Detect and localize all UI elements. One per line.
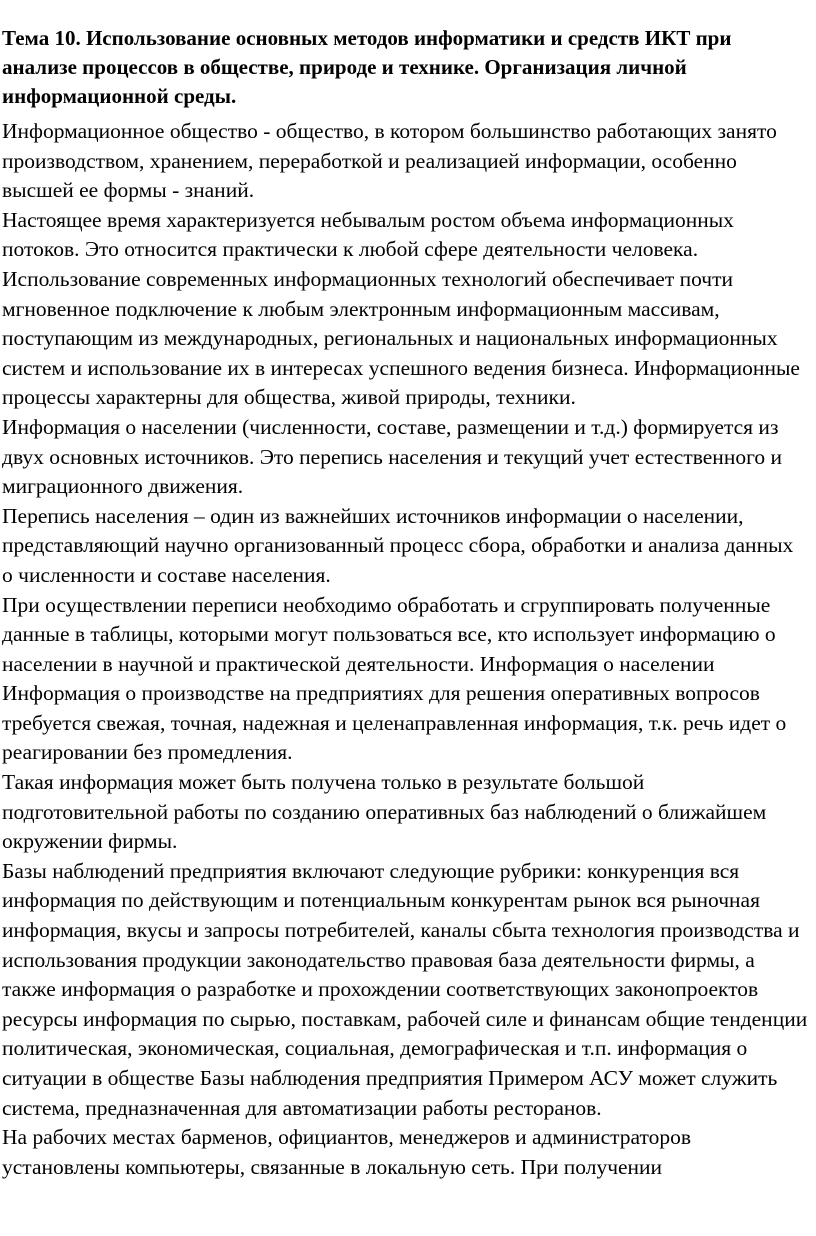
paragraph-operational-bases: Такая информация может быть получена только в результате большой подготовительной работы по созданию оперативных баз наблюдений о ближайшем окружении фирмы.	[2, 770, 767, 854]
paragraph-modern-technologies: Использование современных информационных технологий обеспечивает почти мгновенное подключение к любым электронным информационным массивам, поступающим из международных, региональных и национальных информационных систем и использование их в интересах успешного ведения бизнеса. Информационные процессы характерны для общества, живой природы, техники.	[2, 266, 800, 410]
paragraph-census-processing: При осуществлении переписи необходимо обработать и сгруппировать полученные данные в таблицы, которыми могут пользоваться все, кто использует информацию о населении в научной и практической деятельности. Информация о населении Информация о производстве на предприятиях для решения оперативных вопросов требуется свежая, точная, надежная и целенаправленная информация, т.к. речь идет о реагировании без промедления.	[2, 592, 787, 765]
paragraph-workstations: На рабочих местах барменов, официантов, менеджеров и администраторов установлены компьютеры, связанные в локальную сеть. При получении	[2, 1125, 692, 1179]
document-title: Тема 10. Использование основных методов информатики и средств ИКТ при анализе процессов в обществе, природе и технике. Организация личной информационной среды.	[2, 26, 732, 108]
paragraph-population-info: Информация о населении (численности, составе, размещении и т.д.) формируется из двух основных источников. Это перепись населения и текущий учет естественного и миграционного движения.	[2, 414, 782, 499]
document-body	[2, 117, 808, 1182]
paragraph-information-flows: Настоящее время характеризуется небывалым ростом объема информационных потоков. Это относится практически к любой сфере деятельности человека.	[2, 207, 734, 262]
paragraph-observation-bases: Базы наблюдений предприятия включают следующие рубрики: конкуренция вся информация по действующим и потенциальным конкурентам рынок вся рыночная информация, вкусы и запросы потребителей, каналы сбыта технология производства и использования продукции законодательство правовая база деятельности фирмы, а также информация о разработке и прохождении соответствующих законопроектов ресурсы информация по сырью, поставкам, рабочей силе и финансам общие тенденции политическая, экономическая, социальная, демографическая и т.п. информация о ситуации в обществе Базы наблюдения предприятия Примером АСУ может служить система, предназначенная для автоматизации работы ресторанов.	[2, 858, 808, 1120]
paragraph-information-society: Информационное общество - общество, в котором большинство работающих занято производством, хранением, переработкой и реализацией информации, особенно высшей ее формы - знаний.	[2, 119, 777, 203]
paragraph-census: Перепись населения – один из важнейших источников информации о населении, представляющий научно организованный процесс сбора, обработки и анализа данных о численности и составе населения.	[2, 503, 794, 587]
